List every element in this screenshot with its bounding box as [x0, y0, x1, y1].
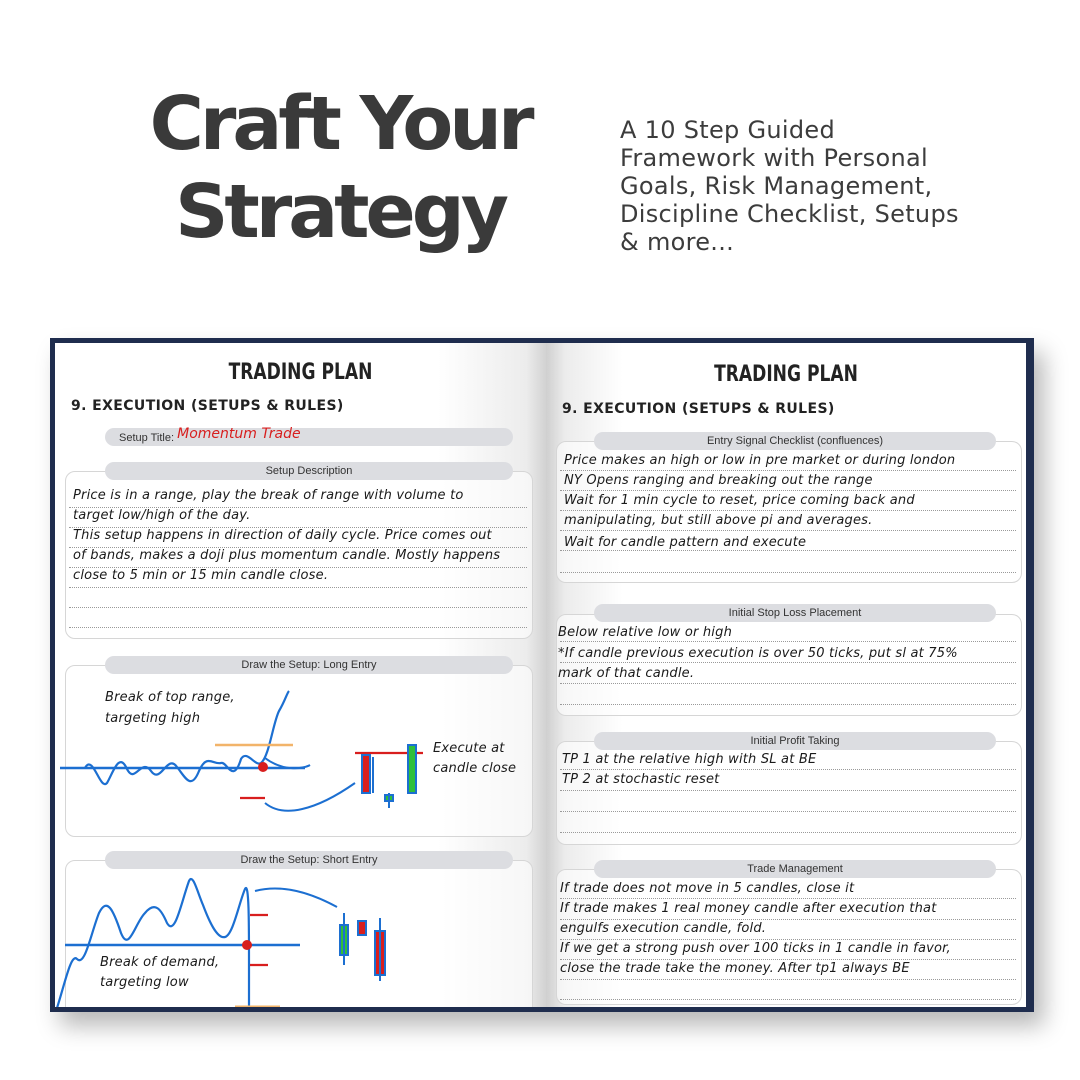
- ruled-line: [560, 572, 1016, 573]
- entry-signal-label: Entry Signal Checklist (confluences): [594, 432, 996, 450]
- section-heading: 9. EXECUTION (SETUPS & RULES): [71, 398, 344, 414]
- ruled-line: [560, 979, 1016, 980]
- description-line: target low/high of the day.: [73, 508, 251, 523]
- execute-note: Execute at: [433, 741, 505, 756]
- ruled-line: [69, 627, 527, 628]
- setup-title-label: Setup Title:: [119, 432, 175, 444]
- management-line: If trade does not move in 5 candles, close it: [560, 881, 855, 896]
- ruled-line: [560, 530, 1016, 531]
- management-line: If trade makes 1 real money candle after execution that: [560, 901, 937, 916]
- headline-line-1: Craft Your: [149, 81, 531, 167]
- ruled-line: [560, 550, 1016, 551]
- execute-note: candle close: [433, 761, 517, 776]
- profit-line: TP 1 at the relative high with SL at BE: [562, 752, 817, 767]
- entry-line: manipulating, but still above pi and averages.: [564, 513, 873, 528]
- left-page: [55, 343, 546, 1007]
- ruled-line: [560, 704, 1016, 705]
- ruled-line: [560, 510, 1016, 511]
- ruled-line: [560, 919, 1016, 920]
- entry-line: NY Opens ranging and breaking out the range: [564, 473, 873, 488]
- ruled-line: [69, 607, 527, 608]
- entry-line: Wait for candle pattern and execute: [564, 535, 807, 550]
- profit-taking-label: Initial Profit Taking: [594, 732, 996, 750]
- ruled-line: [560, 832, 1016, 833]
- management-line: close the trade take the money. After tp1 always BE: [560, 961, 910, 976]
- subhead-line: Goals, Risk Management,: [620, 172, 933, 200]
- ruled-line: [560, 470, 1016, 471]
- ruled-line: [560, 790, 1016, 791]
- stop-loss-label: Initial Stop Loss Placement: [594, 604, 996, 622]
- ruled-line: [69, 587, 527, 588]
- long-entry-label: Draw the Setup: Long Entry: [105, 656, 513, 674]
- trade-management-label: Trade Management: [594, 860, 996, 878]
- profit-line: TP 2 at stochastic reset: [562, 772, 720, 787]
- ruled-line: [560, 683, 1016, 684]
- page-title: TRADING PLAN: [714, 361, 858, 387]
- subhead-line: A 10 Step Guided: [620, 116, 835, 144]
- subhead-line: Discipline Checklist, Setups: [620, 200, 959, 228]
- description-line: close to 5 min or 15 min candle close.: [73, 568, 329, 583]
- setup-title-field: [105, 428, 513, 446]
- ruled-line: [560, 959, 1016, 960]
- management-line: engulfs execution candle, fold.: [560, 921, 767, 936]
- ruled-line: [560, 898, 1016, 899]
- ruled-line: [560, 999, 1016, 1000]
- short-note: Break of demand,: [100, 955, 220, 970]
- setup-title-value: Momentum Trade: [177, 426, 301, 442]
- ruled-line: [560, 939, 1016, 940]
- long-note: targeting high: [105, 711, 201, 726]
- headline: [130, 80, 550, 256]
- stop-loss-line: Below relative low or high: [558, 625, 733, 640]
- description-line: This setup happens in direction of daily cycle. Price comes out: [73, 528, 492, 543]
- description-line: of bands, makes a doji plus momentum candle. Mostly happens: [73, 548, 501, 563]
- setup-description-label: Setup Description: [105, 462, 513, 480]
- stop-loss-line: *If candle previous execution is over 50 ticks, put sl at 75%: [558, 646, 958, 661]
- subhead-line: & more...: [620, 228, 735, 256]
- ruled-line: [560, 769, 1016, 770]
- subheadline: [620, 116, 1060, 256]
- short-entry-label: Draw the Setup: Short Entry: [105, 851, 513, 869]
- trading-plan-book: [50, 338, 1034, 1012]
- subhead-line: Framework with Personal: [620, 144, 928, 172]
- long-note: Break of top range,: [105, 690, 235, 705]
- right-page: [546, 343, 1026, 1007]
- ruled-line: [560, 641, 1016, 642]
- stop-loss-line: mark of that candle.: [558, 666, 695, 681]
- ruled-line: [560, 811, 1016, 812]
- ruled-line: [560, 662, 1016, 663]
- short-note: targeting low: [100, 975, 189, 990]
- headline-line-2: Strategy: [175, 169, 505, 255]
- entry-line: Wait for 1 min cycle to reset, price coming back and: [564, 493, 915, 508]
- page-title: TRADING PLAN: [228, 359, 373, 385]
- entry-line: Price makes an high or low in pre market or during london: [564, 453, 956, 468]
- section-heading: 9. EXECUTION (SETUPS & RULES): [562, 401, 835, 417]
- ruled-line: [560, 490, 1016, 491]
- management-line: If we get a strong push over 100 ticks in 1 candle in favor,: [560, 941, 951, 956]
- description-line: Price is in a range, play the break of range with volume to: [73, 488, 464, 503]
